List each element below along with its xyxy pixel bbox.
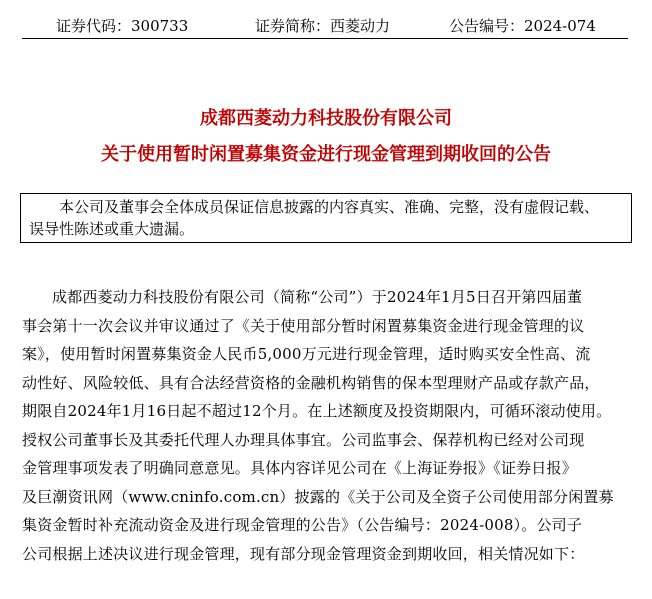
disclaimer-line: 本公司及董事会全体成员保证信息披露的内容真实、准确、完整，没有虚假记载、 <box>59 198 600 216</box>
announcement-title: 关于使用暂时闲置募集资金进行现金管理到期收回的公告 <box>101 144 551 165</box>
body-line: 授权公司董事长及其委托代理人办理具体事宜。公司监事会、保荐机构已经对公司现 <box>22 430 585 449</box>
notice-number: 公告编号：2024-074 <box>449 17 596 35</box>
body-line: 集资金暂时补充流动资金及进行现金管理的公告》（公告编号：2024-008）。公司子 <box>22 516 583 534</box>
stock-code: 证券代码：300733 <box>56 17 189 35</box>
body-line: 动性好、风险较低、具有合法经营资格的金融机构销售的保本型理财产品或存款产品， <box>22 373 600 392</box>
disclaimer-box <box>20 193 632 243</box>
stock-short-name: 证券简称：西菱动力 <box>255 17 391 35</box>
body-line: 公司根据上述决议进行现金管理，现有部分现金管理资金到期收回，相关情况如下： <box>22 544 585 563</box>
body-line: 案》，使用暂时闲置募集资金人民币5,000万元进行现金管理，适时购买安全性高、流 <box>22 345 591 363</box>
body-line: 事会第十一次会议并审议通过了《关于使用部分暂时闲置募集资金进行现金管理的议 <box>22 316 585 335</box>
disclaimer-line: 误导性陈述或重大遗漏。 <box>29 220 195 238</box>
body-line: 成都西菱动力科技股份有限公司（简称“公司”）于2024年1月5日召开第四届董 <box>52 288 583 306</box>
body-line: 及巨潮资讯网（www.cninfo.com.cn）披露的《关于公司及全资子公司使用部分闲置募 <box>22 487 614 506</box>
body-paragraph <box>22 283 632 568</box>
company-title: 成都西菱动力科技股份有限公司 <box>200 108 452 129</box>
page-header <box>22 14 628 39</box>
body-line: 期限自2024年1月16日起不超过12个月。在上述额度及投资期限内，可循环滚动使用。 <box>22 402 612 420</box>
body-line: 金管理事项发表了明确同意意见。具体内容详见公司在《上海证券报》《证券日报》 <box>22 459 577 477</box>
